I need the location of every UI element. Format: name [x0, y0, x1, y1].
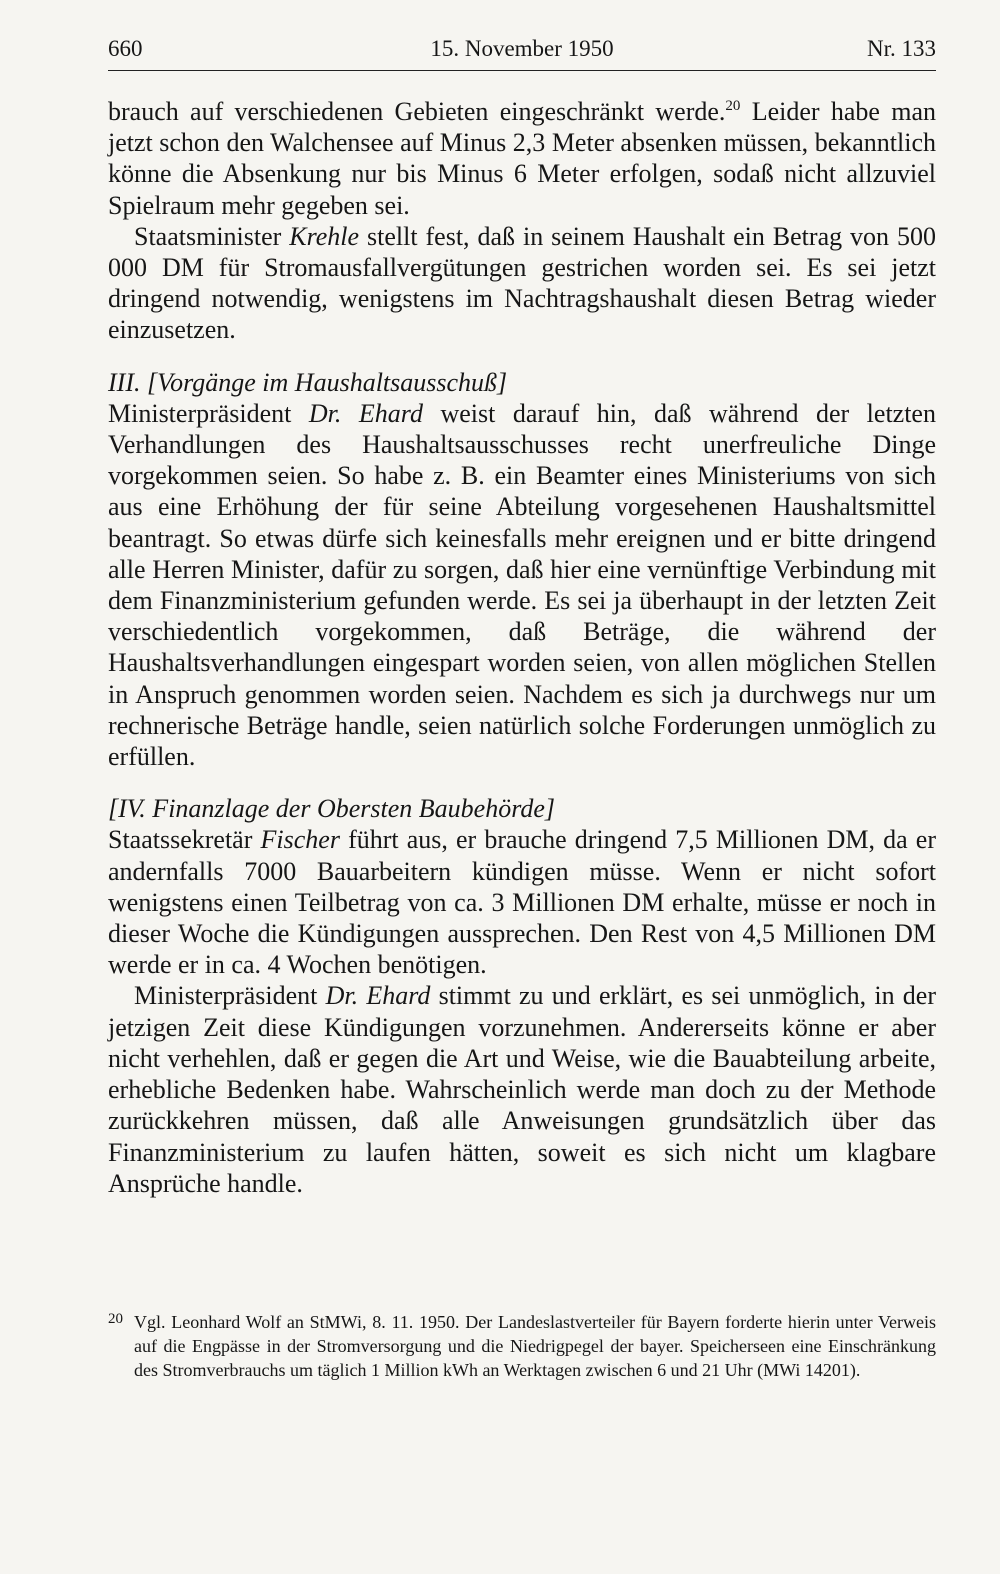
person-name: Krehle — [289, 221, 360, 251]
paragraph-fischer: Staatssekretär Fischer führt aus, er brauche dringend 7,5 Millionen DM, da er andernfalls 7000 Bauarbeitern kündigen müsse. Wenn er nicht sofort wenigstens einen Teilbetrag von ca. 3 Millionen DM erhalte, müsse er noch in dieser Woche die Kündigungen aussprechen. Den Rest von 4,5 Millionen DM werde er in ca. 4 Wochen benötigen. — [108, 825, 936, 980]
person-name: Fischer — [260, 825, 340, 855]
footnote-text: Vgl. Leonhard Wolf an StMWi, 8. 11. 1950. Der Landeslastverteiler für Bayern forderte hierin unter Verweis auf die Engpässe in der Stromversorgung und die Niedrigpegel der bayer. Speicherseen eine Einschränkung des Stromverbrauchs um täglich 1 Million kWh an Werktagen zwischen 6 und 21 Uhr (MWi 14201). — [134, 1312, 936, 1380]
paragraph-ehard-reply: Ministerpräsident Dr. Ehard stimmt zu und erklärt, es sei unmöglich, in der jetzigen Zeit diese Kündigungen vorzunehmen. Andererseits könne er aber nicht verhehlen, daß er gegen die Art und Weise, wie die Bauabteilung arbeite, erhebliche Bedenken habe. Wahrscheinlich werde man doch zu der Methode zurückkehren müssen, daß alle Anweisungen grundsätzlich über das Finanzministerium zu laufen hätten, soweit es sich nicht um klagbare Ansprüche handle. — [108, 981, 936, 1198]
page-number: 660 — [108, 36, 143, 61]
section-heading-iii: III. [Vorgänge im Haushaltsausschuß] — [108, 367, 508, 397]
section-heading-iv: [IV. Finanzlage der Obersten Baubehörde] — [108, 794, 556, 824]
footnote-20 — [108, 1310, 936, 1382]
header-date: 15. November 1950 — [430, 36, 614, 61]
person-name: Dr. Ehard — [325, 981, 431, 1011]
paragraph-walchensee: brauch auf verschiedenen Gebieten eingeschränkt werde.$^{20}$ Leider habe man jetzt schon den Walchensee auf Minus 2,3 Meter absenken müssen, bekanntlich könne die Absenkung nur bis Minus 6 Meter erfolgen, sodaß nicht allzuviel Spielraum mehr gegeben sei. — [108, 97, 937, 220]
footnote-number: 20 — [108, 1311, 123, 1327]
running-header — [108, 34, 936, 71]
issue-number: Nr. 133 — [867, 36, 936, 61]
person-name: Dr. Ehard — [308, 398, 423, 428]
paragraph-haushaltsausschuss: Ministerpräsident Dr. Ehard weist darauf hin, daß während der letzten Verhandlungen des Haushaltsausschusses recht unerfreuliche Dinge vorgekommen seien. So habe z. B. ein Beamter eines Ministeriums von sich aus eine Erhöhung der für seine Abteilung vorgesehenen Haushaltsmittel beantragt. So etwas dürfe sich keinesfalls mehr ereignen und er bitte dringend alle Herren Minister, dafür zu sorgen, daß hier eine vernünftige Verbindung mit dem Finanzministerium gefunden werde. Es sei ja überhaupt in der letzten Zeit verschiedentlich vorgekommen, daß Beträge, die während der Haushaltsverhandlungen eingespart worden seien, von allen möglichen Stellen in Anspruch genommen worden seien. Nachdem es sich ja durchwegs nur um rechnerische Beträge handle, seien natürlich solche Forderungen unmöglich zu erfüllen. — [108, 398, 936, 772]
footnote-reference[interactable]: 20 — [725, 98, 741, 114]
main-text — [108, 96, 936, 1199]
paragraph-krehle: Staatsminister Krehle stellt fest, daß in seinem Haushalt ein Betrag von 500 000 DM für Stromausfallvergütungen gestrichen worden sei. Es sei jetzt dringend notwendig, wenigstens im Nachtragshaushalt diesen Betrag wieder einzusetzen. — [108, 221, 936, 345]
